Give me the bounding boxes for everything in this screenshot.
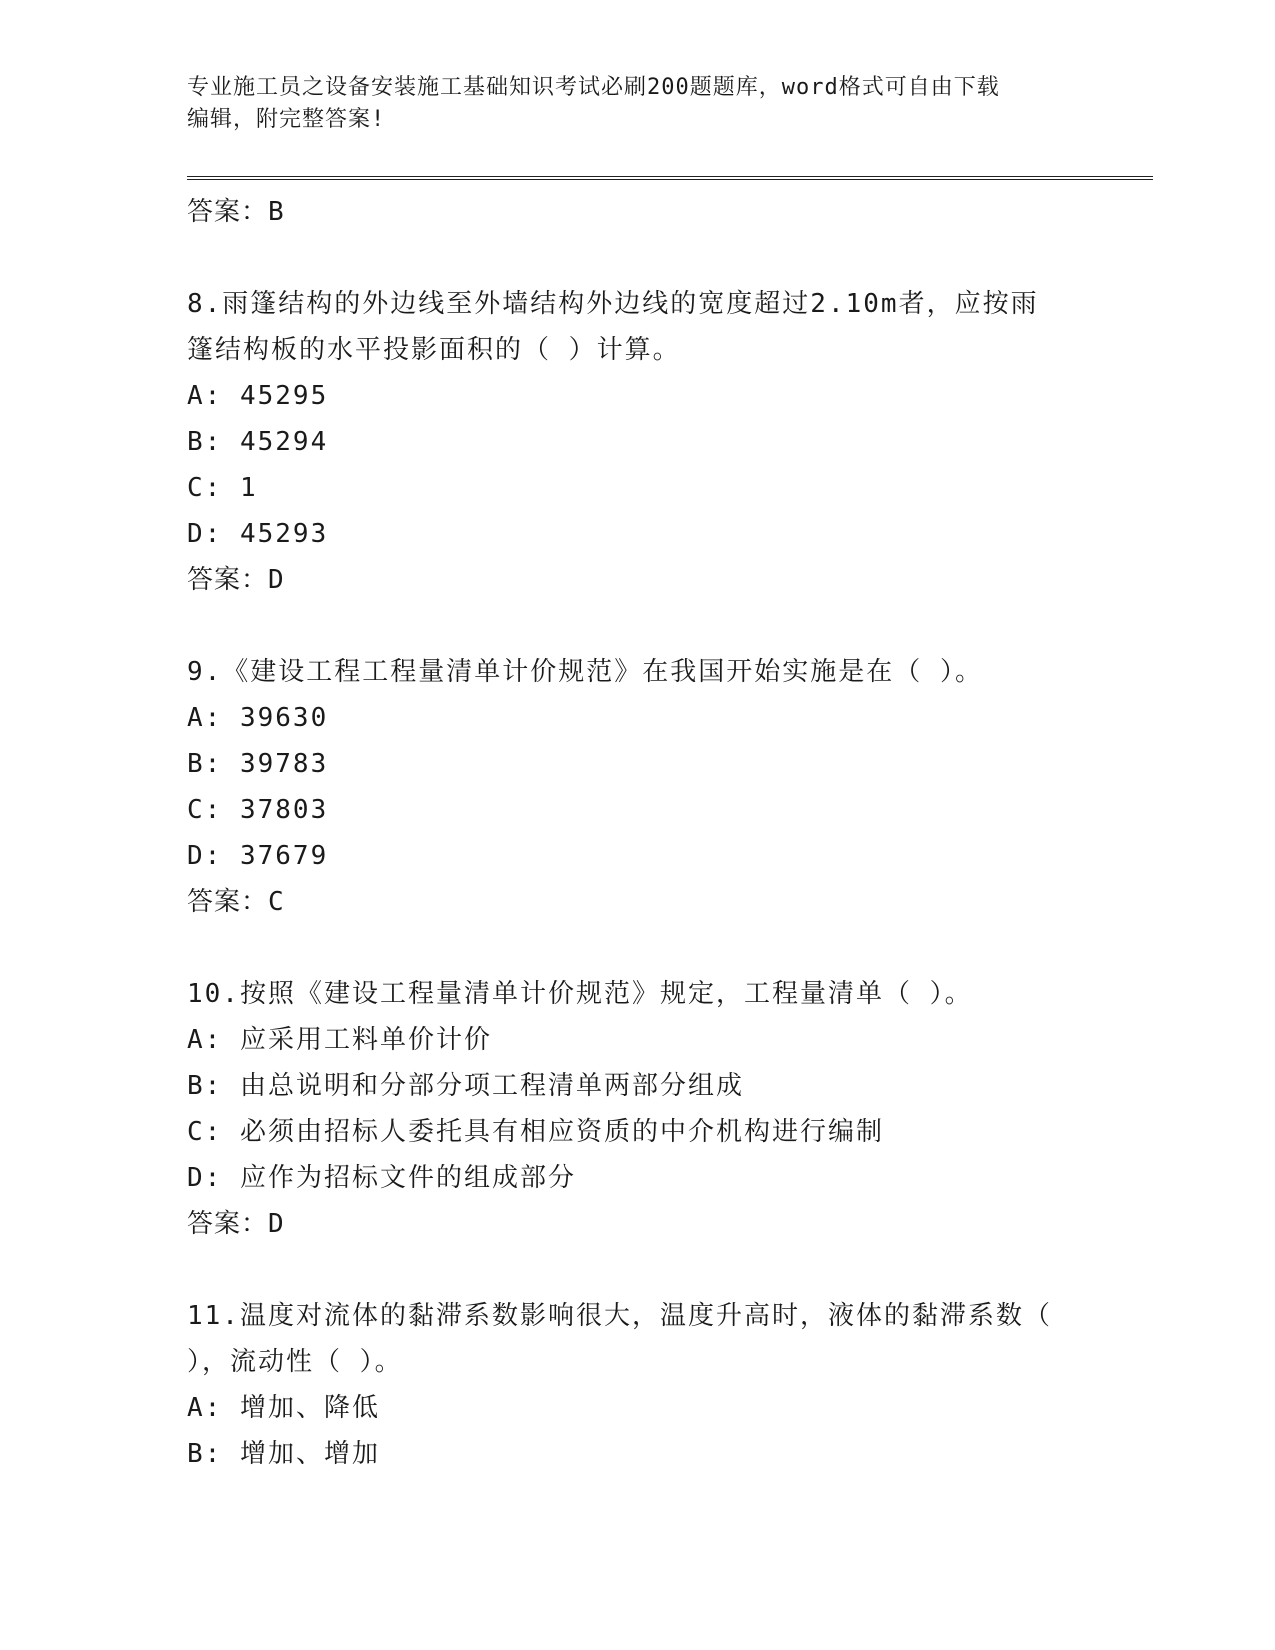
question-item bbox=[187, 1293, 1087, 1477]
spacer bbox=[187, 1247, 1087, 1293]
previous-answer: 答案：B bbox=[187, 197, 285, 227]
option-a: A: 45295 bbox=[187, 381, 329, 411]
option-b: B: 45294 bbox=[187, 427, 329, 457]
spacer bbox=[187, 235, 1087, 281]
question-text: ），流动性（ ）。 bbox=[187, 1347, 403, 1377]
option-d: D: 45293 bbox=[187, 519, 329, 549]
option-a: A: 应采用工料单价计价 bbox=[187, 1025, 492, 1055]
answer: 答案：C bbox=[187, 887, 285, 917]
question-list bbox=[187, 189, 1087, 1477]
option-a: A: 增加、降低 bbox=[187, 1393, 380, 1423]
question-text: 11.温度对流体的黏滞系数影响很大，温度升高时，液体的黏滞系数（ bbox=[187, 1301, 1052, 1331]
option-b: B: 39783 bbox=[187, 749, 329, 779]
option-d: D: 37679 bbox=[187, 841, 329, 871]
page-header bbox=[187, 72, 1087, 136]
question-item bbox=[187, 281, 1087, 603]
question-item bbox=[187, 971, 1087, 1247]
answer: 答案：D bbox=[187, 1209, 285, 1239]
option-b: B: 由总说明和分部分项工程清单两部分组成 bbox=[187, 1071, 744, 1101]
question-text: 9.《建设工程工程量清单计价规范》在我国开始实施是在（ ）。 bbox=[187, 657, 983, 687]
header-double-rule bbox=[187, 176, 1153, 180]
option-c: C: 1 bbox=[187, 473, 258, 503]
option-c: C: 必须由招标人委托具有相应资质的中介机构进行编制 bbox=[187, 1117, 884, 1147]
question-text: 8.雨篷结构的外边线至外墙结构外边线的宽度超过2.10m者，应按雨 bbox=[187, 289, 1039, 319]
spacer bbox=[187, 925, 1087, 971]
question-text: 10.按照《建设工程量清单计价规范》规定，工程量清单（ ）。 bbox=[187, 979, 973, 1009]
header-title-line-1: 专业施工员之设备安装施工基础知识考试必刷200题题库，word格式可自由下载 bbox=[187, 75, 1000, 100]
header-title-line-2: 编辑，附完整答案! bbox=[187, 107, 386, 132]
option-d: D: 应作为招标文件的组成部分 bbox=[187, 1163, 576, 1193]
option-b: B: 增加、增加 bbox=[187, 1439, 380, 1469]
spacer bbox=[187, 603, 1087, 649]
answer: 答案：D bbox=[187, 565, 285, 595]
question-item bbox=[187, 649, 1087, 925]
option-a: A: 39630 bbox=[187, 703, 329, 733]
option-c: C: 37803 bbox=[187, 795, 329, 825]
question-text: 篷结构板的水平投影面积的（ ）计算。 bbox=[187, 335, 681, 365]
